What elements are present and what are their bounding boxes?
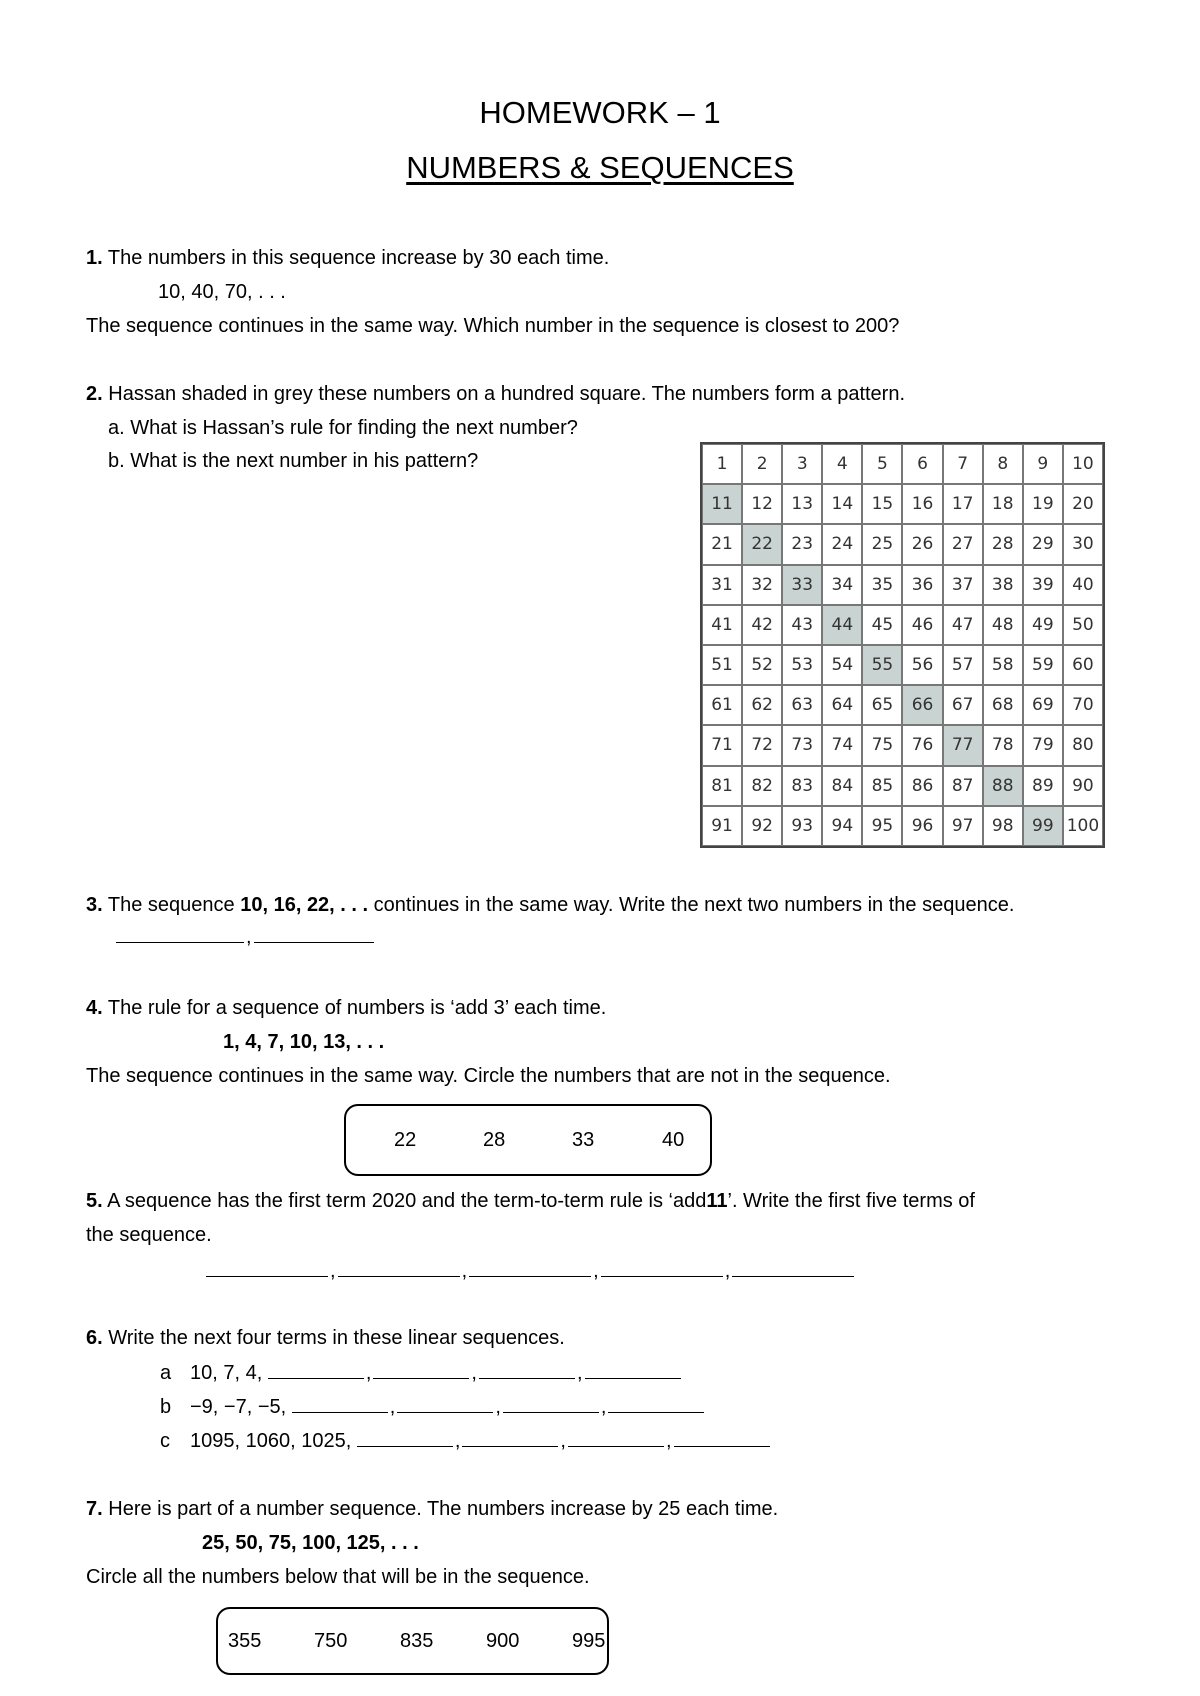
hundred-square-cell: 49 [1023, 605, 1063, 645]
option[interactable]: 750 [314, 1629, 348, 1652]
hundred-square-cell: 13 [782, 484, 822, 524]
hundred-square-cell: 93 [782, 806, 822, 846]
hundred-square-cell: 29 [1023, 524, 1063, 564]
question-text-post: continues in the same way. Write the next two numbers in the sequence. [373, 894, 1015, 916]
hundred-square-cell: 31 [702, 565, 742, 605]
q1-sequence: 10, 40, 70, . . . [158, 281, 286, 303]
hundred-square-cell: 10 [1063, 444, 1103, 484]
answer-blank[interactable] [357, 1428, 453, 1447]
hundred-square-cell: 80 [1063, 725, 1103, 765]
hundred-square-cell: 79 [1023, 725, 1063, 765]
hundred-square-cell: 21 [702, 524, 742, 564]
q5-line2: the sequence. [86, 1224, 212, 1246]
hundred-square-cell: 90 [1063, 766, 1103, 806]
hundred-square-cell: 47 [943, 605, 983, 645]
hundred-square-cell: 11 [702, 484, 742, 524]
answer-blank[interactable] [608, 1394, 704, 1413]
answer-blank[interactable] [206, 1258, 328, 1277]
hundred-square-cell: 78 [983, 725, 1023, 765]
hundred-square-cell: 70 [1063, 685, 1103, 725]
q6-row-c: c 1095, 1060, 1025, , , , [160, 1428, 770, 1453]
hundred-square-cell: 96 [902, 806, 942, 846]
hundred-square-cell: 73 [782, 725, 822, 765]
option[interactable]: 33 [572, 1128, 595, 1151]
hundred-square-cell: 97 [943, 806, 983, 846]
hundred-square-cell: 28 [983, 524, 1023, 564]
q4-options-box [344, 1104, 712, 1176]
q6-row-b: b −9, −7, −5, , , , [160, 1394, 704, 1419]
hundred-square-cell: 34 [822, 565, 862, 605]
hundred-square-cell: 66 [902, 685, 942, 725]
question-4 [86, 996, 606, 1020]
answer-blank[interactable] [462, 1428, 558, 1447]
hundred-square-cell: 9 [1023, 444, 1063, 484]
question-text: Here is part of a number sequence. The numbers increase by 25 each time. [108, 1498, 779, 1520]
hundred-square-cell: 95 [862, 806, 902, 846]
hundred-square-cell: 75 [862, 725, 902, 765]
question-text: The numbers in this sequence increase by 30 each time. [107, 247, 610, 269]
answer-blank[interactable] [503, 1394, 599, 1413]
question-number: 7. [86, 1498, 103, 1520]
question-number: 3. [86, 894, 103, 916]
option[interactable]: 995 [572, 1629, 606, 1652]
hundred-square-cell: 37 [943, 565, 983, 605]
hundred-square-cell: 50 [1063, 605, 1103, 645]
q3-sequence: 10, 16, 22, . . . [240, 894, 369, 916]
hundred-square-cell: 65 [862, 685, 902, 725]
question-1 [86, 246, 609, 270]
question-text-pre: A sequence has the first term 2020 and the term-to-term rule is ‘add [107, 1190, 707, 1212]
q4-sequence: 1, 4, 7, 10, 13, . . . [223, 1031, 385, 1053]
hundred-square-cell: 32 [742, 565, 782, 605]
q6-row-a: a 10, 7, 4, , , , [160, 1360, 681, 1385]
hundred-square-cell: 86 [902, 766, 942, 806]
hundred-square-cell: 16 [902, 484, 942, 524]
hundred-square-cell: 74 [822, 725, 862, 765]
hundred-square-cell: 62 [742, 685, 782, 725]
q2-part-b: b. What is the next number in his pattern? [108, 450, 479, 472]
hundred-square-cell: 52 [742, 645, 782, 685]
hundred-square-cell: 48 [983, 605, 1023, 645]
hundred-square-cell: 71 [702, 725, 742, 765]
hundred-square-cell: 12 [742, 484, 782, 524]
q5-rule-value: 11 [706, 1190, 728, 1212]
hundred-square-cell: 84 [822, 766, 862, 806]
hundred-square-cell: 40 [1063, 565, 1103, 605]
answer-blank[interactable] [254, 924, 374, 943]
hundred-square-cell: 59 [1023, 645, 1063, 685]
answer-blank[interactable] [373, 1360, 469, 1379]
hundred-square-cell: 88 [983, 766, 1023, 806]
hundred-square-cell: 64 [822, 685, 862, 725]
hundred-square-cell: 4 [822, 444, 862, 484]
question-text-pre: The sequence [107, 894, 235, 916]
hundred-square-cell: 94 [822, 806, 862, 846]
hundred-square-cell: 25 [862, 524, 902, 564]
option[interactable]: 22 [394, 1128, 417, 1151]
page-title: HOMEWORK – 1 [479, 95, 721, 130]
q2-part-a: a. What is Hassan’s rule for finding the next number? [108, 417, 578, 439]
question-number: 4. [86, 997, 103, 1019]
answer-blank[interactable] [732, 1258, 854, 1277]
hundred-square-cell: 42 [742, 605, 782, 645]
question-6 [86, 1326, 565, 1350]
hundred-square-cell: 53 [782, 645, 822, 685]
answer-blank[interactable] [469, 1258, 591, 1277]
hundred-square-cell: 6 [902, 444, 942, 484]
question-3 [86, 893, 1014, 917]
hundred-square-cell: 27 [943, 524, 983, 564]
q3-answer-line: , [116, 924, 374, 949]
hundred-square-cell: 15 [862, 484, 902, 524]
hundred-square-cell: 100 [1063, 806, 1103, 846]
hundred-square-cell: 45 [862, 605, 902, 645]
question-text: The rule for a sequence of numbers is ‘add 3’ each time. [107, 997, 607, 1019]
hundred-square-cell: 19 [1023, 484, 1063, 524]
question-7 [86, 1497, 778, 1521]
hundred-square-cell: 92 [742, 806, 782, 846]
hundred-square-cell: 91 [702, 806, 742, 846]
question-text: Write the next four terms in these linear sequences. [108, 1327, 565, 1349]
q5-answer-line: , , , , [206, 1258, 854, 1283]
hundred-square-cell: 85 [862, 766, 902, 806]
hundred-square-cell: 17 [943, 484, 983, 524]
hundred-square-cell: 99 [1023, 806, 1063, 846]
question-number: 1. [86, 247, 103, 269]
q7-sequence: 25, 50, 75, 100, 125, . . . [202, 1532, 419, 1554]
hundred-square-cell: 3 [782, 444, 822, 484]
hundred-square-cell: 20 [1063, 484, 1103, 524]
q4-question: The sequence continues in the same way. Circle the numbers that are not in the sequence. [86, 1065, 891, 1087]
hundred-square-cell: 26 [902, 524, 942, 564]
question-text: Hassan shaded in grey these numbers on a hundred square. The numbers form a pattern. [108, 383, 906, 405]
hundred-square-cell: 30 [1063, 524, 1103, 564]
hundred-square-cell: 24 [822, 524, 862, 564]
question-number: 6. [86, 1327, 103, 1349]
hundred-square-cell: 18 [983, 484, 1023, 524]
q7-options-box [216, 1607, 609, 1675]
hundred-square-cell: 63 [782, 685, 822, 725]
hundred-square-cell: 58 [983, 645, 1023, 685]
hundred-square-cell: 55 [862, 645, 902, 685]
option[interactable]: 355 [228, 1629, 262, 1652]
hundred-square-cell: 60 [1063, 645, 1103, 685]
answer-blank[interactable] [601, 1258, 723, 1277]
hundred-square-cell: 2 [742, 444, 782, 484]
hundred-square-cell: 5 [862, 444, 902, 484]
option[interactable]: 900 [486, 1629, 520, 1652]
q1-question: The sequence continues in the same way. Which number in the sequence is closest to 200? [86, 315, 900, 337]
hundred-square-cell: 98 [983, 806, 1023, 846]
hundred-square [700, 442, 1105, 848]
answer-blank[interactable] [479, 1360, 575, 1379]
answer-blank[interactable] [116, 924, 244, 943]
hundred-square-cell: 54 [822, 645, 862, 685]
hundred-square-cell: 23 [782, 524, 822, 564]
hundred-square-cell: 14 [822, 484, 862, 524]
answer-blank[interactable] [268, 1360, 364, 1379]
option[interactable]: 835 [400, 1629, 434, 1652]
hundred-square-cell: 33 [782, 565, 822, 605]
hundred-square-cell: 83 [782, 766, 822, 806]
hundred-square-cell: 67 [943, 685, 983, 725]
hundred-square-cell: 43 [782, 605, 822, 645]
hundred-square-cell: 56 [902, 645, 942, 685]
answer-blank[interactable] [568, 1428, 664, 1447]
question-text-post: ’. Write the first five terms of [727, 1190, 975, 1212]
answer-blank[interactable] [338, 1258, 460, 1277]
hundred-square-cell: 82 [742, 766, 782, 806]
hundred-square-cell: 61 [702, 685, 742, 725]
q7-question: Circle all the numbers below that will be in the sequence. [86, 1566, 590, 1588]
hundred-square-cell: 69 [1023, 685, 1063, 725]
hundred-square-cell: 77 [943, 725, 983, 765]
hundred-square-cell: 81 [702, 766, 742, 806]
hundred-square-cell: 46 [902, 605, 942, 645]
answer-blank[interactable] [292, 1394, 388, 1413]
hundred-square-cell: 36 [902, 565, 942, 605]
hundred-square-cell: 39 [1023, 565, 1063, 605]
hundred-square-cell: 7 [943, 444, 983, 484]
hundred-square-cell: 8 [983, 444, 1023, 484]
answer-blank[interactable] [397, 1394, 493, 1413]
hundred-square-cell: 87 [943, 766, 983, 806]
hundred-square-cell: 57 [943, 645, 983, 685]
hundred-square-cell: 76 [902, 725, 942, 765]
hundred-square-cell: 72 [742, 725, 782, 765]
hundred-square-cell: 35 [862, 565, 902, 605]
hundred-square-cell: 1 [702, 444, 742, 484]
hundred-square-cell: 68 [983, 685, 1023, 725]
hundred-square-cell: 51 [702, 645, 742, 685]
question-5 [86, 1189, 975, 1213]
hundred-square-cell: 41 [702, 605, 742, 645]
question-number: 2. [86, 383, 103, 405]
option[interactable]: 40 [662, 1128, 685, 1151]
question-2 [86, 382, 905, 406]
page-subtitle: NUMBERS & SEQUENCES [406, 150, 794, 185]
hundred-square-cell: 22 [742, 524, 782, 564]
question-number: 5. [86, 1190, 103, 1212]
answer-blank[interactable] [585, 1360, 681, 1379]
hundred-square-cell: 38 [983, 565, 1023, 605]
answer-blank[interactable] [674, 1428, 770, 1447]
hundred-square-cell: 44 [822, 605, 862, 645]
hundred-square-cell: 89 [1023, 766, 1063, 806]
option[interactable]: 28 [483, 1128, 506, 1151]
